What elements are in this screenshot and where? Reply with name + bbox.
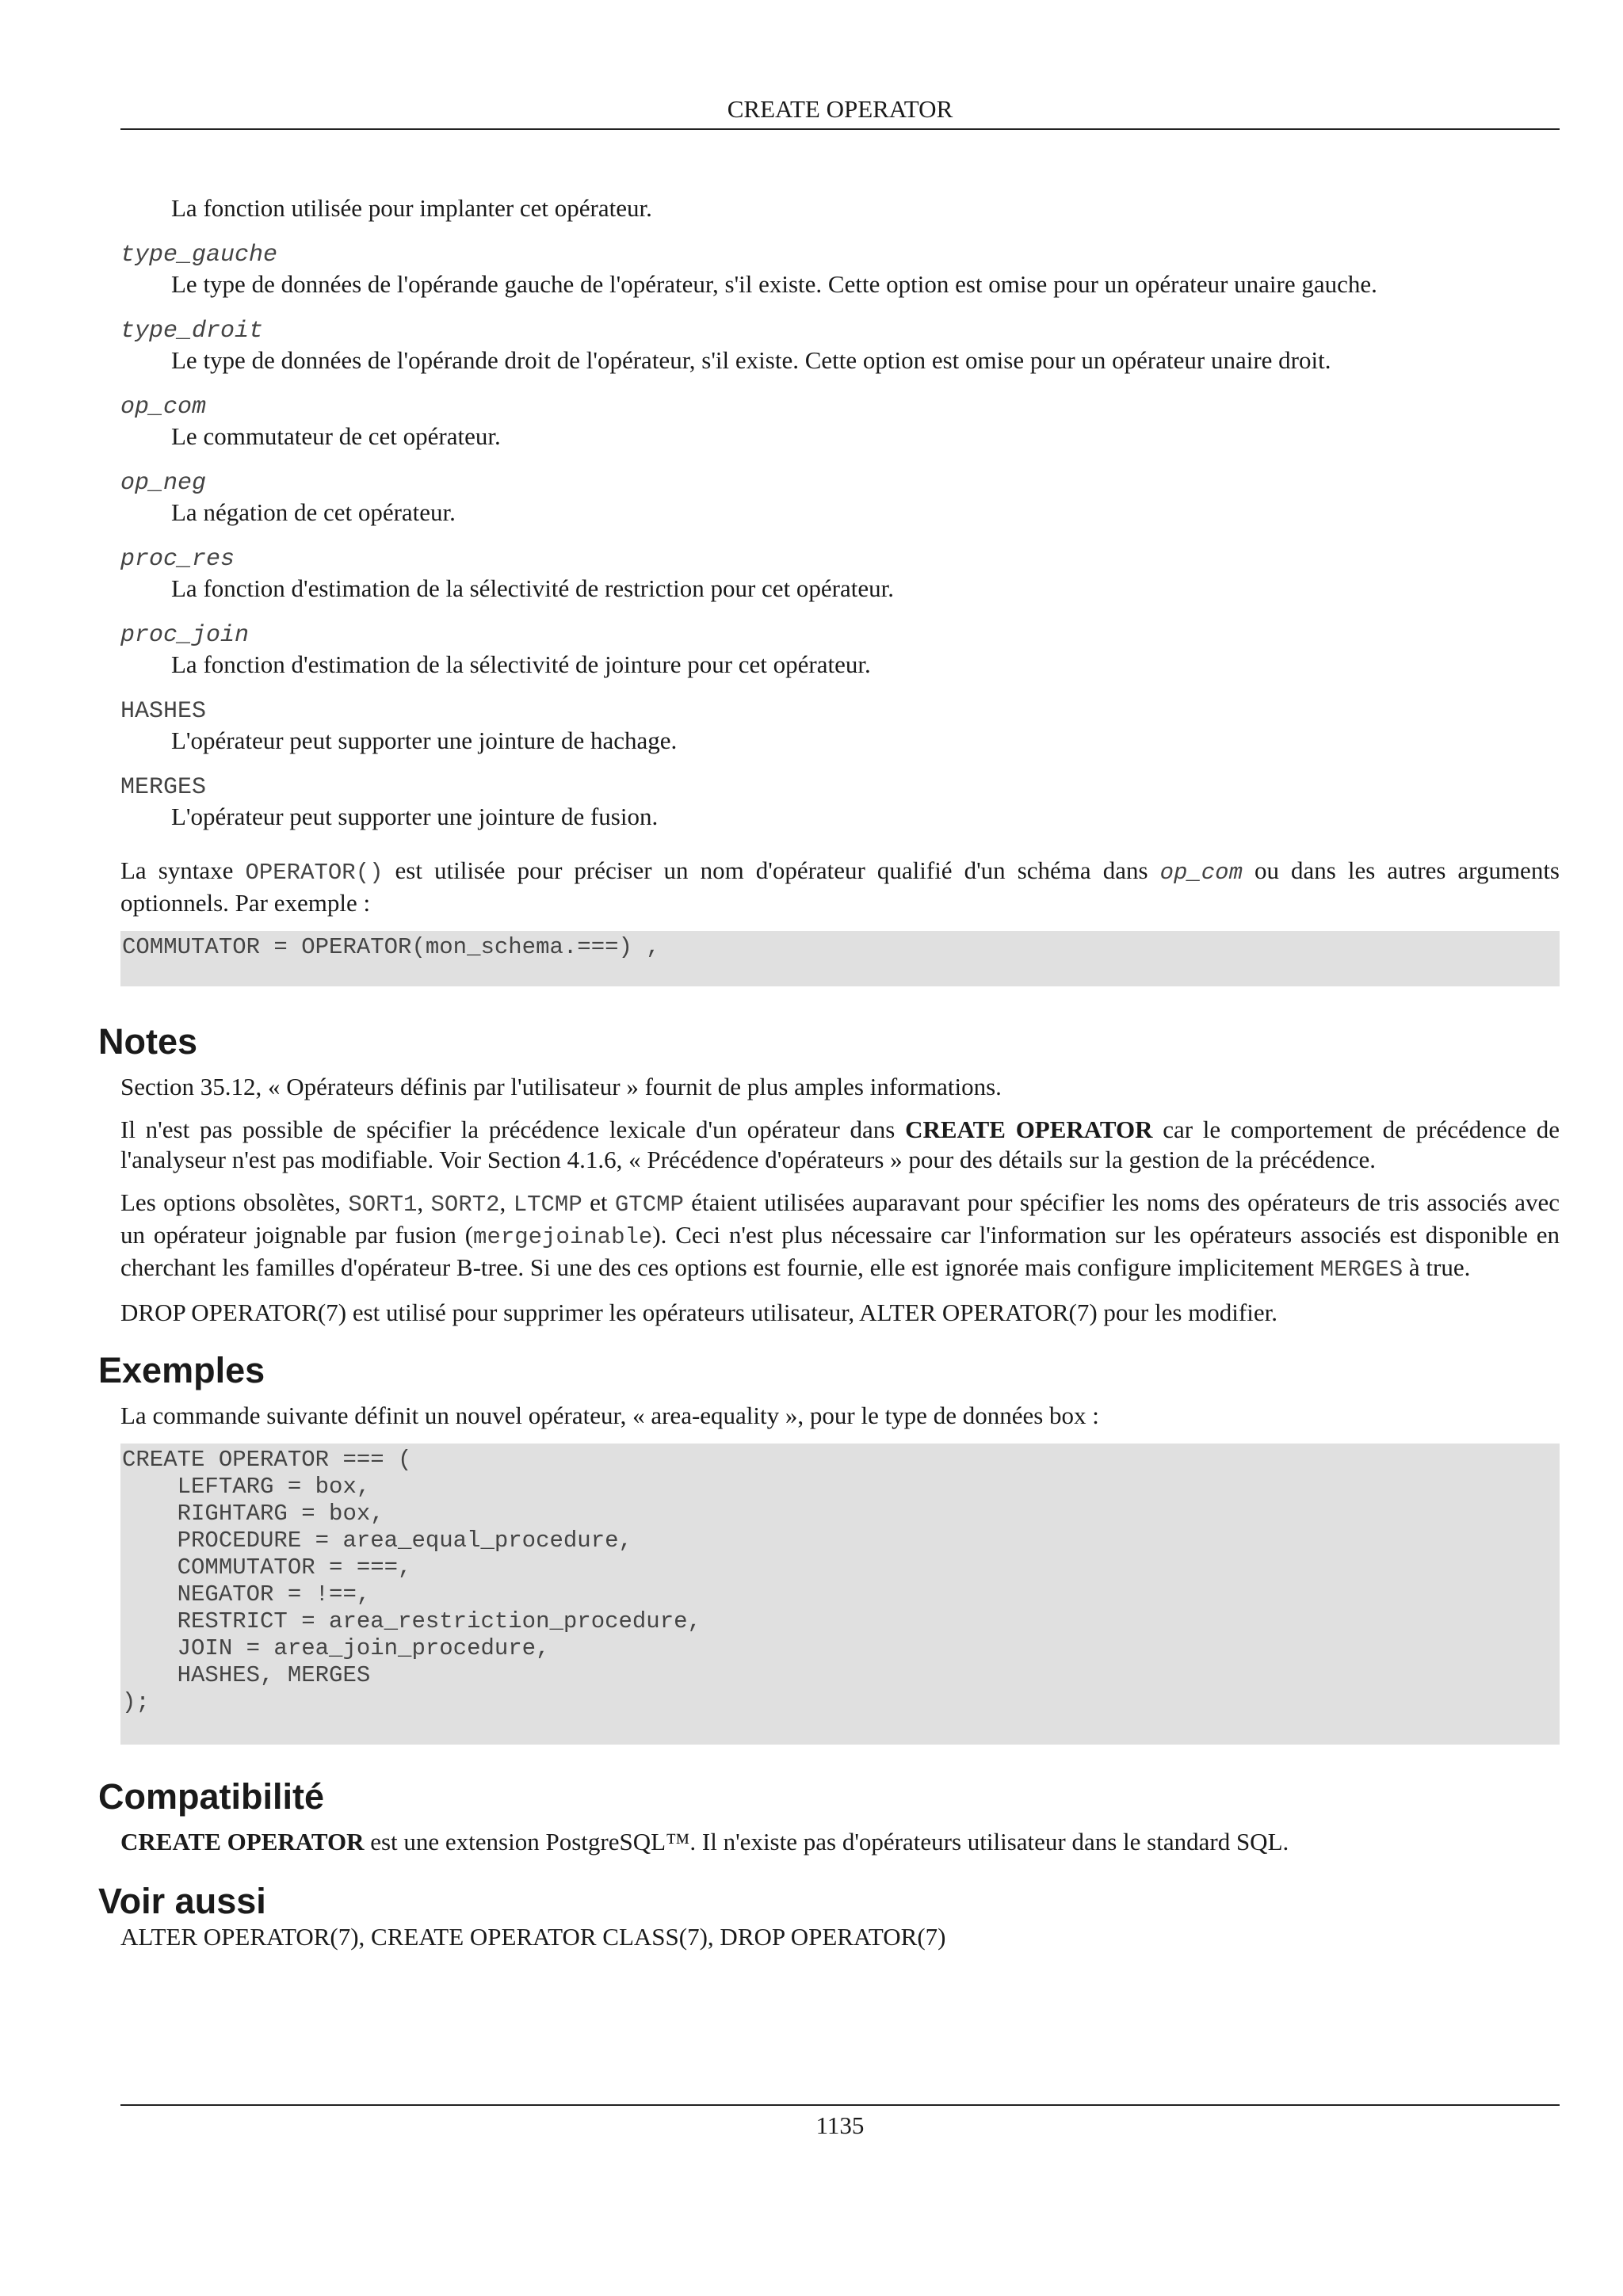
param-entry-merges	[120, 773, 1560, 832]
param-term: op_neg	[120, 470, 207, 497]
section-title-notes: Notes	[98, 1021, 198, 1062]
param-description: Le commutateur de cet opérateur.	[171, 422, 501, 450]
footer-rule	[120, 2104, 1560, 2106]
notes-paragraph-3: Les options obsolètes, SORT1, SORT2, LTCMP et GTCMP étaient utilisées auparavant pour spécifier les noms des opérateurs de tris associés avec un opérateur joignable par fusion (mergejoinable). Ceci n'est plus nécessaire car l'information sur les opérateurs associés est disponible en cherchant les familles d'opérateur B-tree. Si une des ces options est fournie, elle est ignorée mais configure implicitement MERGES à true.	[120, 1188, 1560, 1283]
param-description: La fonction d'estimation de la sélectivité de jointure pour cet opérateur.	[171, 650, 871, 678]
param-description: La fonction d'estimation de la sélectivité de restriction pour cet opérateur.	[171, 574, 895, 602]
notes-paragraph-1: Section 35.12, « Opérateurs définis par l'utilisateur » fournit de plus amples informations.	[120, 1073, 1002, 1100]
example-code-block: CREATE OPERATOR === ( LEFTARG = box, RIGHTARG = box, PROCEDURE = area_equal_procedure, COMMUTATOR = ===, NEGATOR = !==, RESTRICT = area_restriction_procedure, JOIN = area_join_procedure, HASHES, MERGES );	[120, 1444, 1560, 1745]
param-description: L'opérateur peut supporter une jointure de fusion.	[171, 803, 659, 830]
param-entry-type-droit	[120, 317, 1560, 376]
param-description: Le type de données de l'opérande droit de l'opérateur, s'il existe. Cette option est omise pour un opérateur unaire droit.	[171, 346, 1331, 374]
intro-description: La fonction utilisée pour implanter cet opérateur.	[171, 194, 652, 222]
param-entry-op-com	[120, 393, 1560, 452]
page-number: 1135	[815, 2111, 865, 2139]
param-entry-type-gauche	[120, 241, 1560, 299]
running-header: CREATE OPERATOR	[727, 95, 953, 123]
param-term: HASHES	[120, 698, 207, 725]
syntax-example-code: COMMUTATOR = OPERATOR(mon_schema.===) ,	[120, 931, 1560, 986]
param-description: La négation de cet opérateur.	[171, 498, 456, 526]
param-term: MERGES	[120, 774, 207, 801]
page-body	[98, 193, 1560, 1965]
param-entry-op-neg	[120, 469, 1560, 528]
notes-paragraph-4: DROP OPERATOR(7) est utilisé pour supprimer les opérateurs utilisateur, ALTER OPERATOR(7) pour les modifier.	[120, 1299, 1277, 1326]
section-title-compatibilite: Compatibilité	[98, 1776, 325, 1817]
section-title-exemples: Exemples	[98, 1350, 265, 1390]
param-term: proc_join	[120, 622, 250, 649]
param-description: L'opérateur peut supporter une jointure de hachage.	[171, 727, 678, 754]
param-description: Le type de données de l'opérande gauche de l'opérateur, s'il existe. Cette option est omise pour un opérateur unaire gauche.	[171, 270, 1377, 298]
notes-paragraph-2: Il n'est pas possible de spécifier la précédence lexicale d'un opérateur dans CREATE OPERATOR car le comportement de précédence de l'analyseur n'est pas modifiable. Voir Section 4.1.6, « Précédence d'opérateurs » pour des détails sur la gestion de la précédence.	[120, 1116, 1560, 1173]
param-term: op_com	[120, 394, 207, 421]
see-also-list: ALTER OPERATOR(7), CREATE OPERATOR CLASS(7), DROP OPERATOR(7)	[120, 1923, 946, 1951]
param-term: type_gauche	[120, 242, 278, 269]
intro-entry	[120, 193, 1560, 223]
param-term: type_droit	[120, 318, 264, 345]
syntax-paragraph: La syntaxe OPERATOR() est utilisée pour préciser un nom d'opérateur qualifié d'un schéma dans op_com ou dans les autres arguments optionnels. Par exemple :	[120, 856, 1560, 917]
compat-paragraph: CREATE OPERATOR est une extension PostgreSQL™. Il n'existe pas d'opérateurs utilisateur dans le standard SQL.	[120, 1828, 1289, 1855]
param-term: proc_res	[120, 546, 235, 573]
header-rule	[120, 128, 1560, 130]
inline-code: OPERATOR()	[245, 860, 384, 886]
param-entry-proc-join	[120, 621, 1560, 680]
param-entry-proc-res	[120, 545, 1560, 604]
section-title-voir-aussi: Voir aussi	[98, 1881, 266, 1921]
param-entry-hashes	[120, 697, 1560, 756]
inline-code: op_com	[1159, 860, 1243, 886]
examples-intro: La commande suivante définit un nouvel opérateur, « area-equality », pour le type de données box :	[120, 1402, 1099, 1429]
